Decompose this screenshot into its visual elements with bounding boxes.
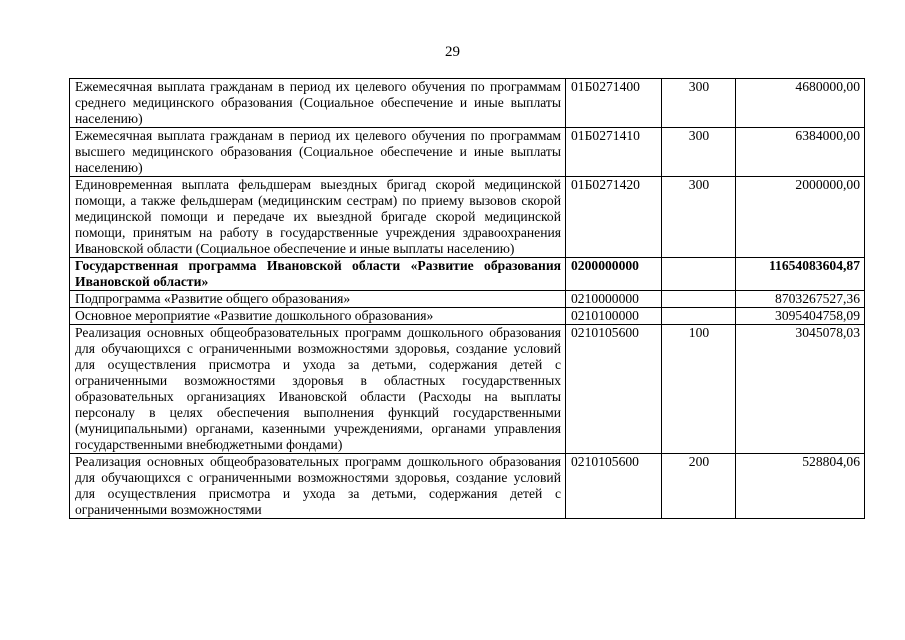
- table-row: [70, 258, 865, 291]
- row-target-code: 0210100000: [566, 308, 662, 325]
- row-target-code: 0210105600: [566, 454, 662, 519]
- row-description: Основное мероприятие «Развитие дошкольного образования»: [70, 308, 566, 325]
- table-row: [70, 325, 865, 454]
- budget-table-body: [70, 79, 865, 519]
- row-expense-type: 300: [662, 128, 736, 177]
- table-row: [70, 79, 865, 128]
- row-amount: 2000000,00: [736, 177, 865, 258]
- table-row: [70, 128, 865, 177]
- row-description: Государственная программа Ивановской области «Развитие образования Ивановской области»: [70, 258, 566, 291]
- row-amount: 11654083604,87: [736, 258, 865, 291]
- row-target-code: 0210105600: [566, 325, 662, 454]
- row-target-code: 0210000000: [566, 291, 662, 308]
- row-expense-type: 200: [662, 454, 736, 519]
- budget-table: [69, 78, 865, 519]
- row-expense-type: [662, 308, 736, 325]
- row-expense-type: [662, 291, 736, 308]
- row-amount: 528804,06: [736, 454, 865, 519]
- row-description: Реализация основных общеобразовательных программ дошкольного образования для обучающихся с ограниченными возможностями здоровья, создание условий для осуществления присмотра и ухода за детьми, содержания детей с ограниченными возможностями здоровья в областных государственных образовательных организациях Ивановской области (Расходы на выплаты персоналу в целях обеспечения выполнения функций государственными (муниципальными) органами, казенными учреждениями, органами управления государственными внебюджетными фондами): [70, 325, 566, 454]
- table-row: [70, 308, 865, 325]
- row-expense-type: 100: [662, 325, 736, 454]
- row-description: Ежемесячная выплата гражданам в период их целевого обучения по программам высшего медицинского образования (Социальное обеспечение и иные выплаты населению): [70, 128, 566, 177]
- row-description: Подпрограмма «Развитие общего образования»: [70, 291, 566, 308]
- row-amount: 4680000,00: [736, 79, 865, 128]
- row-target-code: 01Б0271400: [566, 79, 662, 128]
- page-number: 29: [445, 44, 460, 60]
- table-row: [70, 454, 865, 519]
- table-row: [70, 291, 865, 308]
- row-expense-type: 300: [662, 177, 736, 258]
- row-expense-type: [662, 258, 736, 291]
- row-target-code: 0200000000: [566, 258, 662, 291]
- row-amount: 3095404758,09: [736, 308, 865, 325]
- row-amount: 8703267527,36: [736, 291, 865, 308]
- row-expense-type: 300: [662, 79, 736, 128]
- row-description: Единовременная выплата фельдшерам выездных бригад скорой медицинской помощи, а также фельдшерам (медицинским сестрам) по приему вызовов скорой медицинской помощи и передаче их выездной бригаде скорой медицинской помощи, принятым на работу в государственные учреждения здравоохранения Ивановской области (Социальное обеспечение и иные выплаты населению): [70, 177, 566, 258]
- row-target-code: 01Б0271410: [566, 128, 662, 177]
- row-amount: 3045078,03: [736, 325, 865, 454]
- row-target-code: 01Б0271420: [566, 177, 662, 258]
- row-description: Ежемесячная выплата гражданам в период их целевого обучения по программам среднего медицинского образования (Социальное обеспечение и иные выплаты населению): [70, 79, 566, 128]
- table-row: [70, 177, 865, 258]
- row-amount: 6384000,00: [736, 128, 865, 177]
- row-description: Реализация основных общеобразовательных программ дошкольного образования для обучающихся с ограниченными возможностями здоровья, создание условий для осуществления присмотра и ухода за детьми, содержания детей с ограниченными возможностями: [70, 454, 566, 519]
